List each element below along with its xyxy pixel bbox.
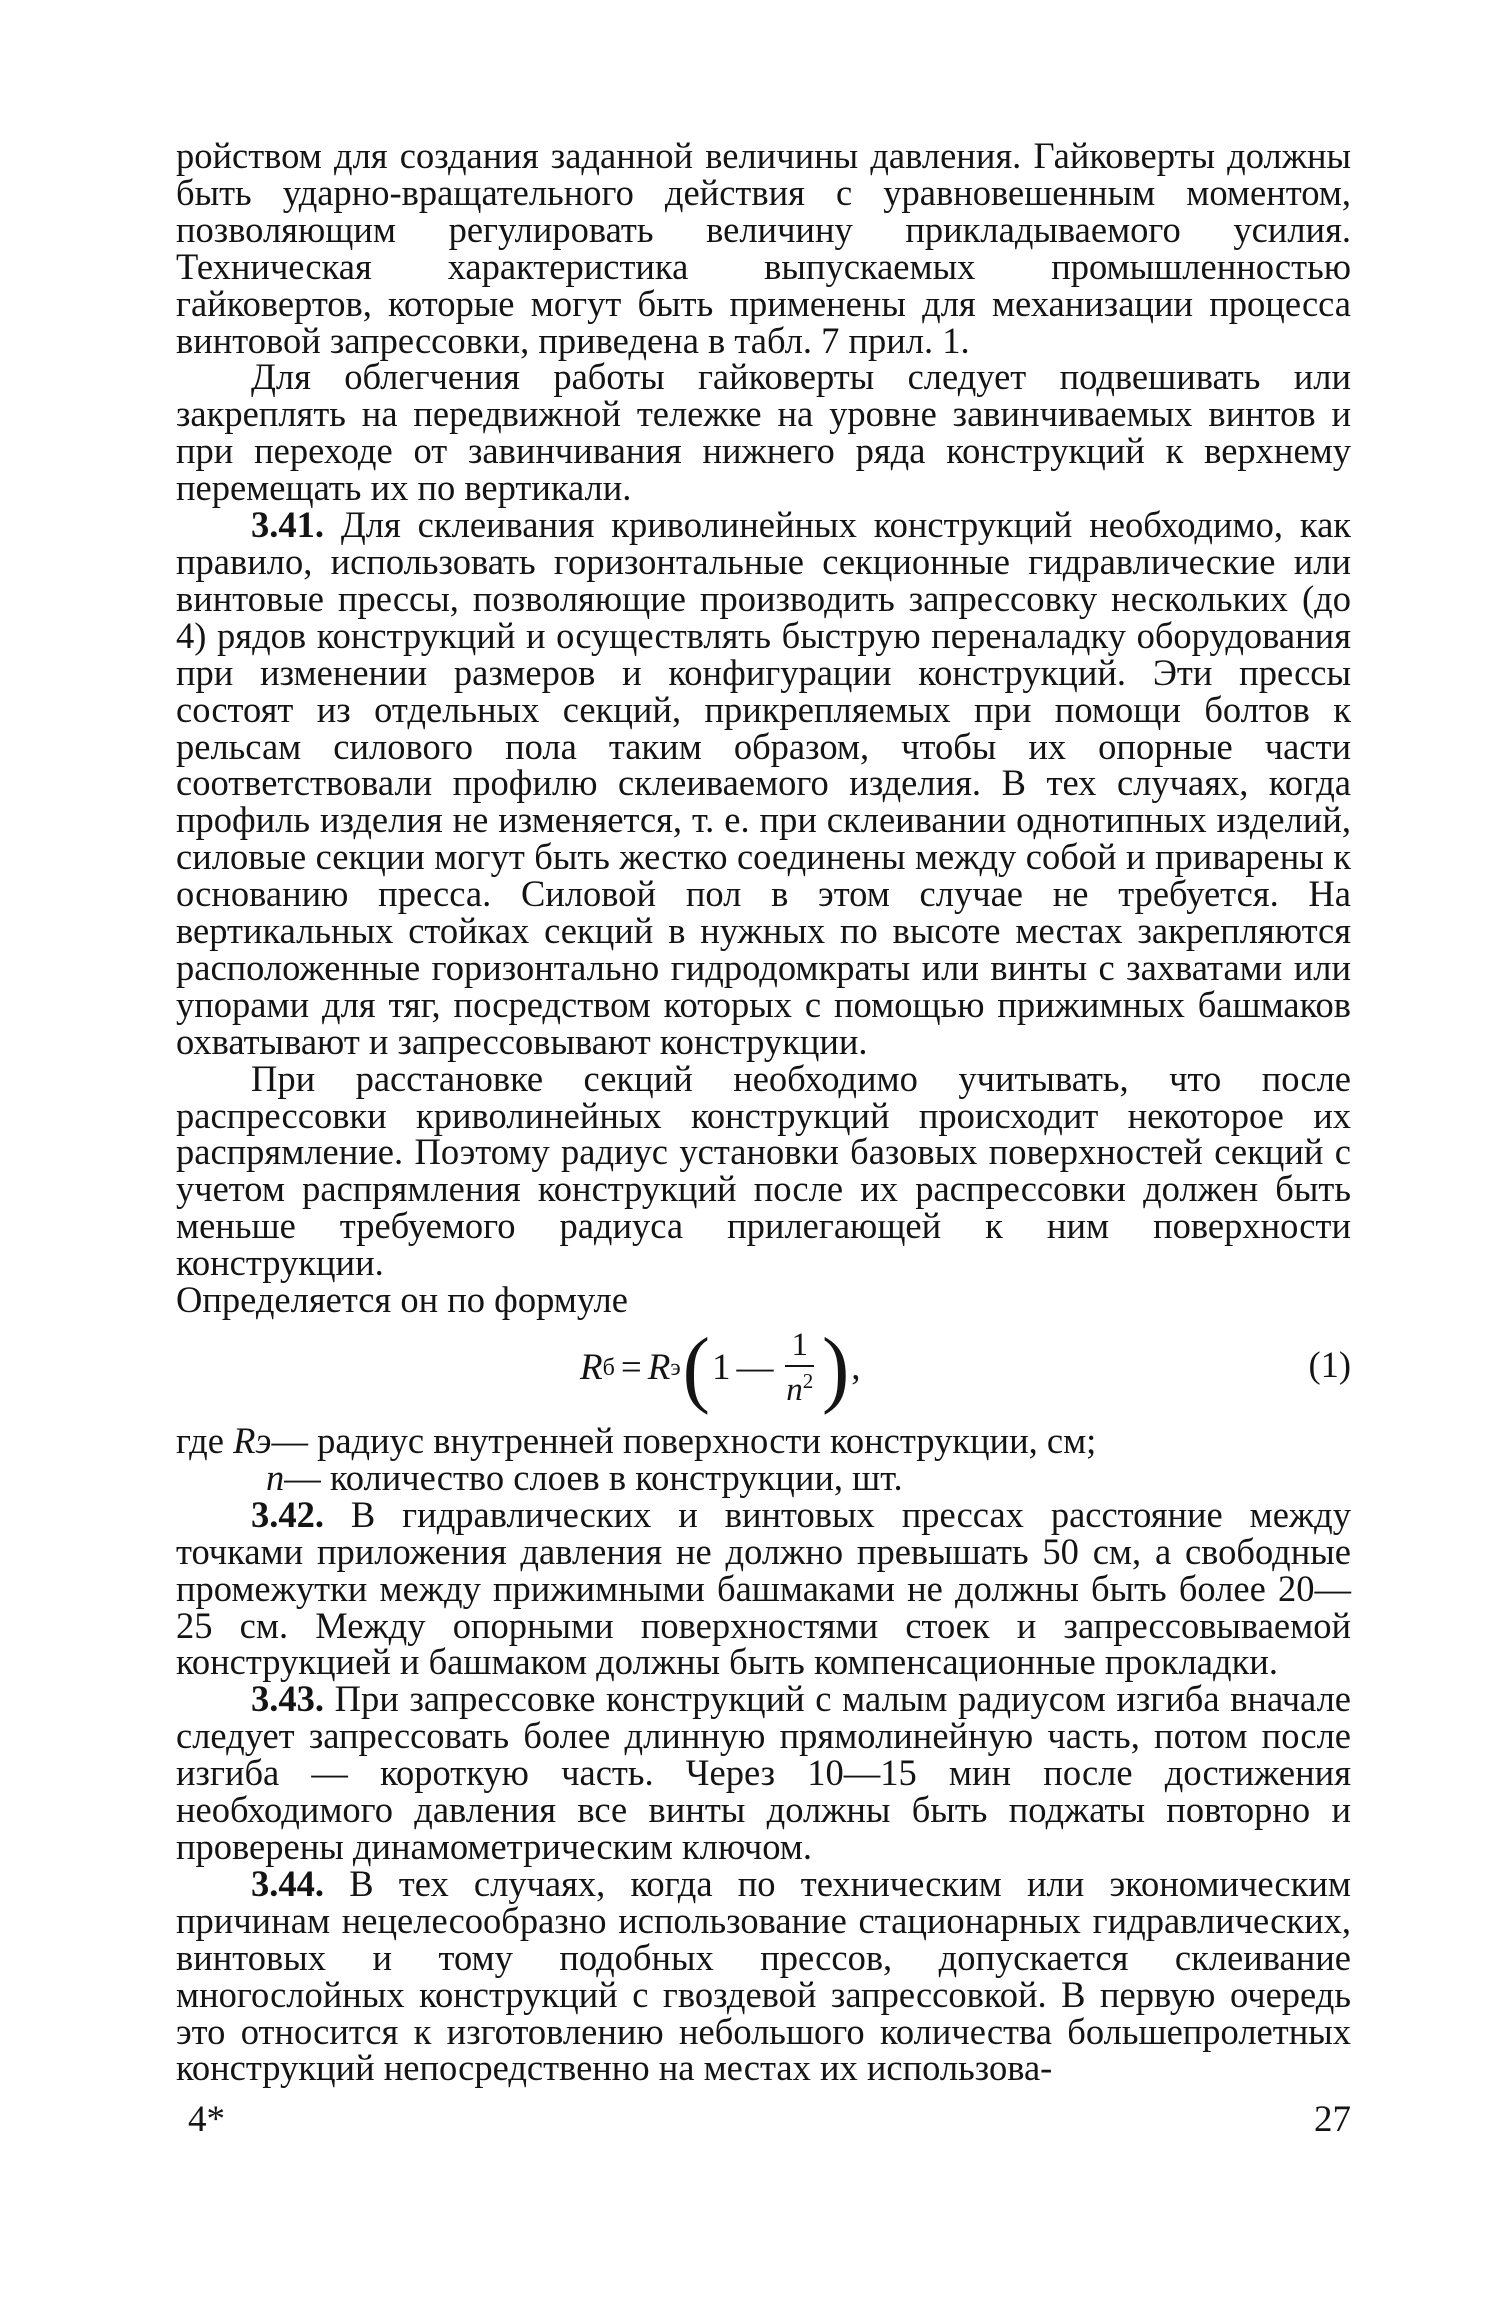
- section-text: В тех случаях, когда по техническим или экономическим причинам нецелесообразно использование стационарных гидравлических, винтовых и тому подобных прессов, допускается склеивание многослойных конструкций с гвоздевой запрессовкой. В первую очередь это относится к изготовлению небольшого количества большепролетных конструкций непосредственно на местах их использова-: [176, 1862, 1351, 2089]
- right-paren: ): [821, 1319, 850, 1416]
- where-line-layers: n— количество слоев в конструкции, шт.: [266, 1456, 903, 1498]
- section-3-44: [176, 1862, 1351, 2089]
- body-text: [176, 135, 1351, 2089]
- section-3-43: [176, 1678, 1351, 1867]
- radius-formula: R б = R э ( 1 — $\frac{1}{n^2}$ ) ,: [580, 1319, 861, 1416]
- where-line-radius: где Rэ— радиус внутренней поверхности конструкции, см;: [176, 1420, 1097, 1461]
- left-paren: (: [682, 1319, 710, 1416]
- formula-intro: Определяется он по формуле: [176, 1279, 628, 1321]
- section-3-41: [176, 504, 1351, 1062]
- paragraph-press-arrangement: При расстановке секций необходимо учитывать, что после распрессовки криволинейных конструкций происходит некоторое их распрямление. Поэтому радиус установки базовых поверхностей секций с учетом распрямления конструкций после их распрессовки должен быть меньше требуемого радиуса прилегающей к ним поверхности конструкции.: [176, 1057, 1351, 1284]
- section-number: 3.43.: [251, 1678, 324, 1720]
- page-number: 27: [1314, 2099, 1351, 2140]
- paragraph-continuation: ройством для создания заданной величины давления. Гайковерты должны быть ударно-вращательного действия с уравновешенным моментом, позволяющим регулировать величину прикладываемого усилия. Техническая характеристика выпускаемых промышленностью гайковертов, которые могут быть применены для механизации процесса винтовой запрессовки, приведена в табл. 7 прил. 1.: [176, 135, 1351, 361]
- formula-block: [176, 1319, 1351, 1423]
- section-3-42: [176, 1493, 1351, 1683]
- section-text: При запрессовке конструкций с малым радиусом изгиба вначале следует запрессовать более длинную прямолинейную часть, потом после изгиба — короткую часть. Через 10—15 мин после достижения необходимого давления все винты должны быть поджаты повторно и проверены динамометрическим ключом.: [176, 1678, 1351, 1867]
- section-number: 3.44.: [251, 1862, 324, 1904]
- paragraph-wrench-mounting: Для облегчения работы гайковерты следует подвешивать или закреплять на передвижной тележке на уровне завинчиваемых винтов и при переходе от завинчивания нижнего ряда конструкций к верхнему перемещать их по вертикали.: [176, 356, 1351, 509]
- section-text: Для склеивания криволинейных конструкций необходимо, как правило, использовать горизонтальные секционные гидравлические или винтовые прессы, позволяющие производить запрессовку нескольких (до 4) рядов конструкций и осуществлять быструю переналадку оборудования при изменении размеров и конфигурации конструкций. Эти прессы состоят из отдельных секций, прикрепляемых при помощи болтов к рельсам силового пола таким образом, чтобы их опорные части соответствовали профилю склеиваемого изделия. В тех случаях, когда профиль изделия не изменяется, т. е. при склеивании однотипных изделий, силовые секции могут быть жестко соединены между собой и приварены к основанию пресса. Силовой пол в этом случае не требуется. На вертикальных стойках секций в нужных по высоте местах закрепляются расположенные горизонтально гидродомкраты или винты с захватами или упорами для тяг, посредством которых с помощью прижимных башмаков охватывают и запрессовывают конструкции.: [176, 504, 1351, 1062]
- fraction: $\frac{1}{n^2}$: [786, 1327, 814, 1408]
- section-number: 3.42.: [251, 1493, 324, 1535]
- section-number: 3.41.: [251, 504, 324, 546]
- equation-number: (1): [1308, 1344, 1351, 1385]
- section-text: В гидравлических и винтовых прессах расстояние между точками приложения давления не должно превышать 50 см, а свободные промежутки между прижимными башмаками не должны быть более 20—25 см. Между опорными поверхностями стоек и запрессовываемой конструкцией и башмаком должны быть компенсационные прокладки.: [176, 1493, 1351, 1683]
- signature-mark: 4*: [188, 2099, 225, 2140]
